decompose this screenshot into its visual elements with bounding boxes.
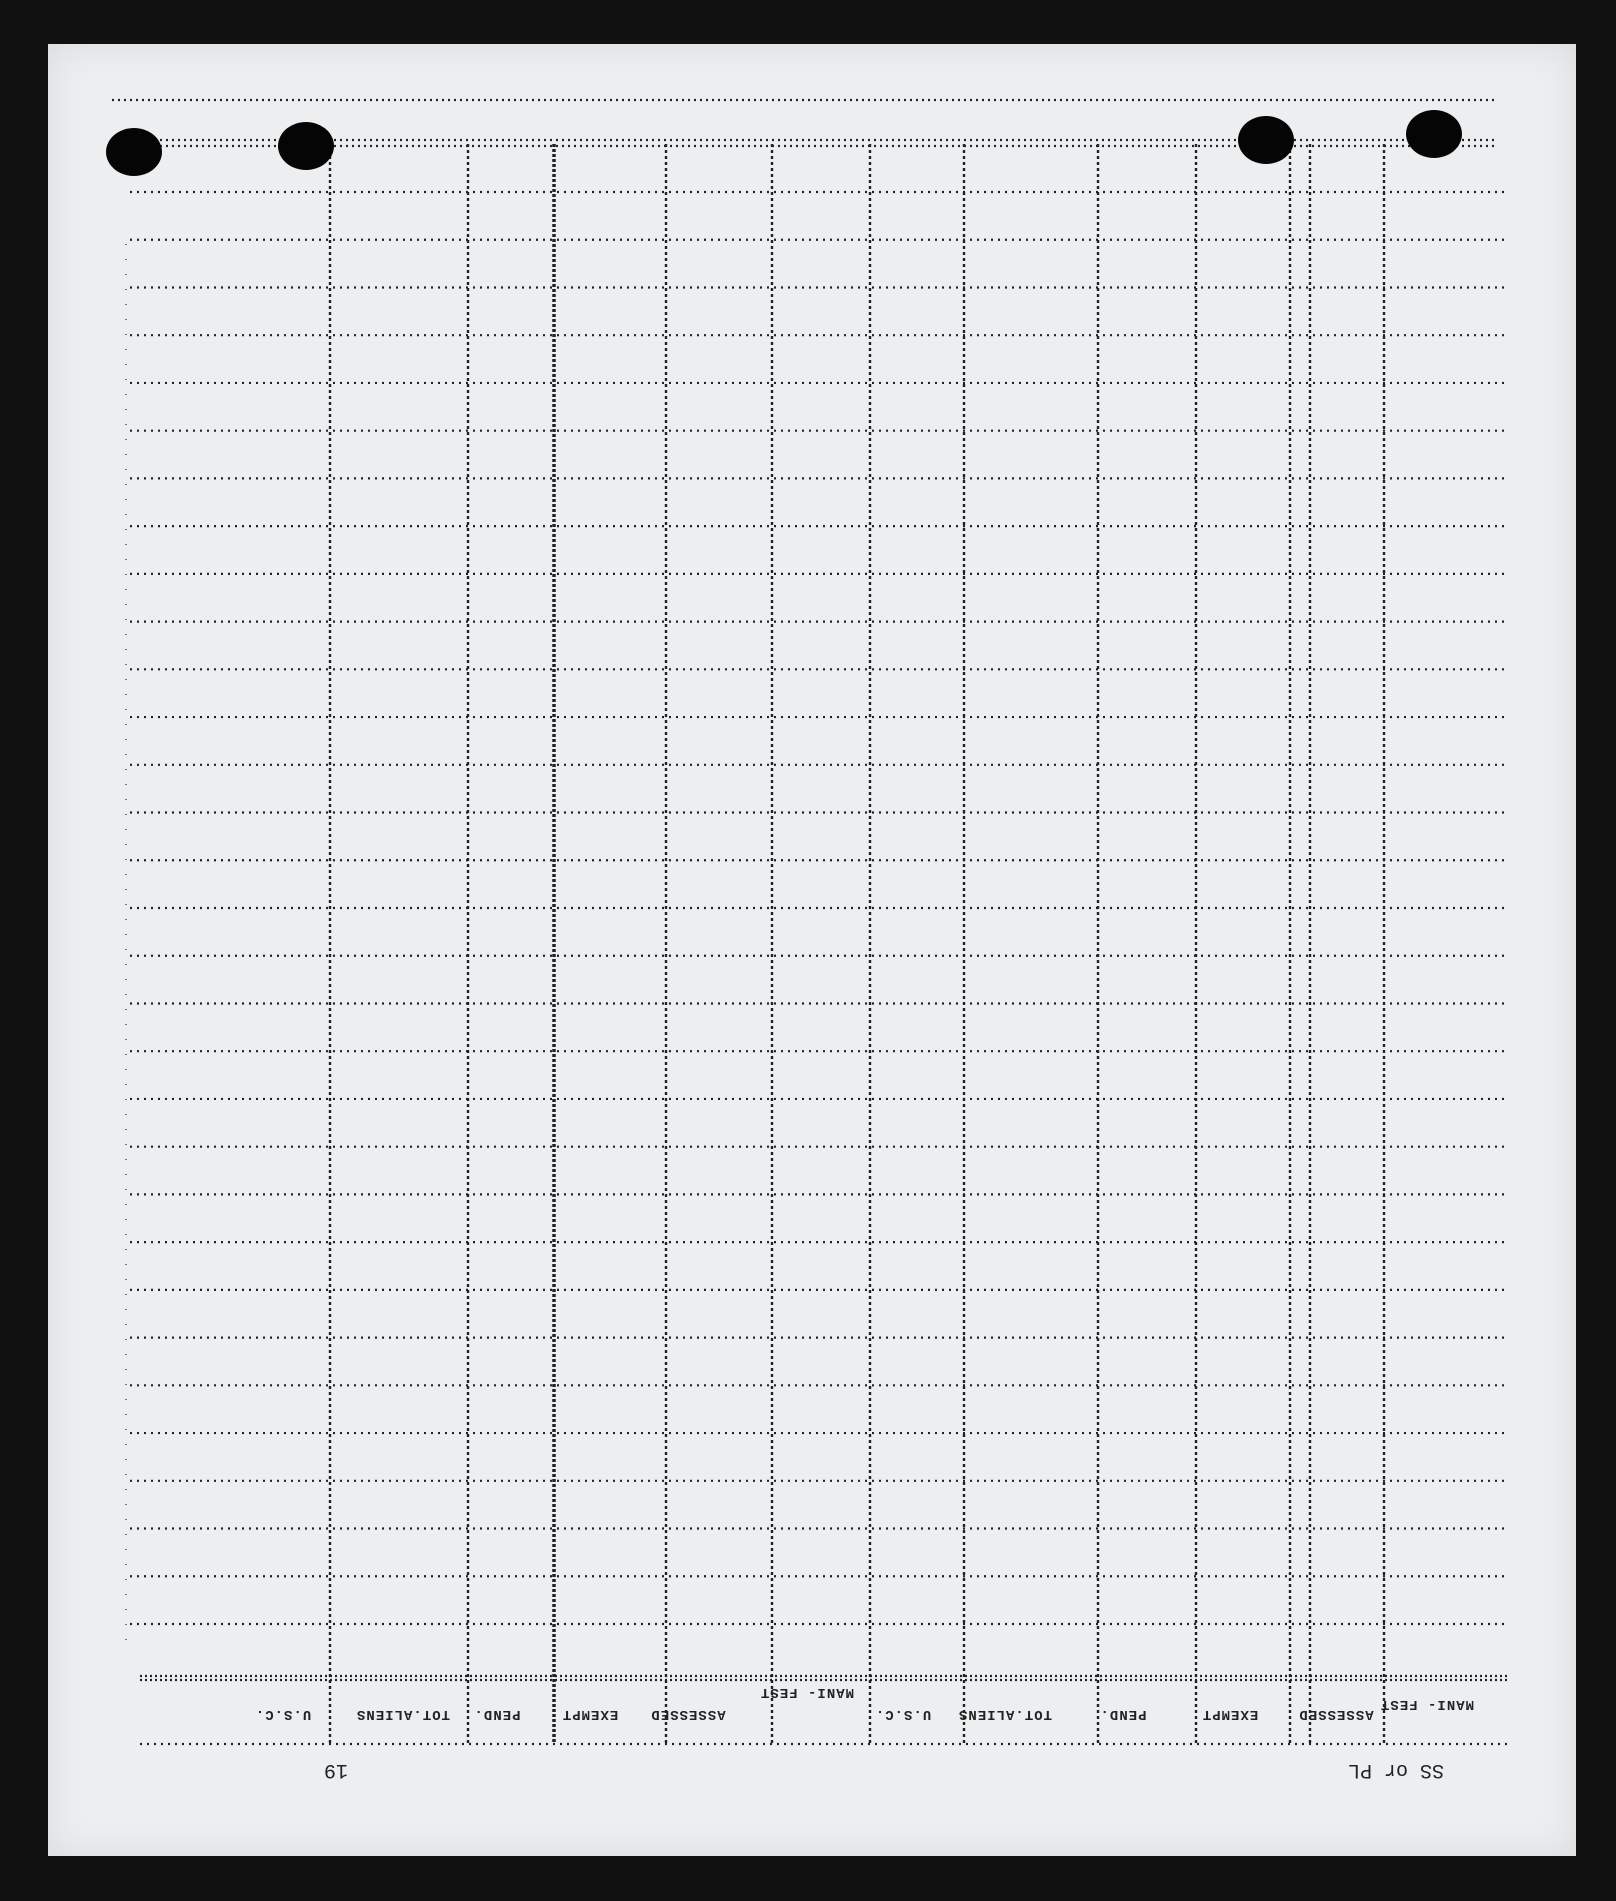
col-header-12: U.S.C. [254,1706,312,1722]
vessel-label: SS or PL [1348,1758,1445,1781]
punch-hole-2 [278,122,334,170]
col-header-9: EXEMPT [561,1706,619,1722]
year-prefix: 19 [324,1758,349,1781]
col-header-3: EXEMPT [1201,1706,1259,1722]
punch-hole-3 [1238,116,1294,164]
col-header-1: MANI- FEST [1379,1696,1474,1712]
col-header-8: ASSESSED [650,1706,726,1722]
punch-hole-4 [1406,110,1462,158]
col-header-2: ASSESSED [1298,1706,1374,1722]
col-header-10: PEND. [473,1706,521,1722]
col-header-11: TOT.ALIENS [356,1706,451,1722]
punch-hole-1 [106,128,162,176]
form-sheet [48,44,1576,1856]
col-header-7: MANI- FEST [759,1684,854,1700]
col-header-6: U.S.C. [874,1706,932,1722]
dotted-grid [48,44,1576,1856]
col-header-5: TOT.ALIENS [958,1706,1053,1722]
col-header-4: PEND. [1099,1706,1147,1722]
